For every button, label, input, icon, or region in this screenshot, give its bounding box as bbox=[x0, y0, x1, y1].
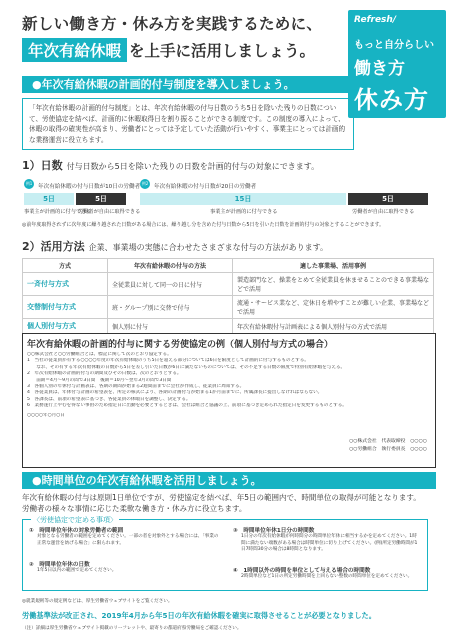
section1-title-bar: ●年次有給休暇の計画的付与制度を導入しましょう。 bbox=[22, 76, 350, 93]
days-desc: 付与日数から5日を除いた残りの日数を計画的付与の対象にできます。 bbox=[66, 162, 320, 171]
law-change-notice: 労働基準法が改正され、2019年4月から年5日の年次有給休暇を確実に取得させることが必要となりました。 bbox=[22, 611, 376, 620]
example2-label: 年次有給休暇の付与日数が20日の労働者 bbox=[154, 184, 257, 190]
agreement-line: ○○株式会社と○○労働組合とは、標記に関して次のとおり協定する。 bbox=[27, 352, 172, 357]
example1-caption-left: 事業主が計画的に付与できる bbox=[24, 209, 92, 215]
example2-free-bar: 5日 bbox=[348, 193, 428, 205]
headline-line1: 新しい働き方・休み方を実践するために、 bbox=[22, 15, 323, 33]
agreement-line: 前期＝4月～9月の間で3日間 後期＝10月～翌年3月の間で3日間 bbox=[27, 377, 172, 383]
section2-title-bar: ●時間単位の年次有給休暇を活用しましょう。 bbox=[22, 472, 436, 489]
logo-text-1: Refresh/ bbox=[354, 15, 397, 25]
refresh-logo bbox=[348, 10, 446, 118]
item-desc: 対象となる労働者の範囲を定めてください。一部の者を対象外とする場合には、「事業の正常な運営を妨げる場合」に限られます。 bbox=[37, 534, 219, 546]
agreement-line: 2 年次有給休暇の計画的付与の期間及びその日数は、次のとおりとする。 bbox=[27, 371, 182, 377]
footnote-2: （注）詳細は厚生労働省ウェブサイト掲載のリーフレットや、最寄りの都道府県労働局をご確認ください。 bbox=[22, 626, 242, 631]
hourly-intro: 年次有給休暇の付与は原則1日単位ですが、労使協定を結べば、年5日の範囲内で、時間単位の取得が可能となります。労働者の様々な事情に応じた柔軟な働き方・休み方に役立ちます。 bbox=[22, 493, 421, 513]
agreement-line: 1 当社の従業員が有する○○○○年度の年次有給休暇のうち5日を超える部分については6日を限度として計画的に付与するものとする。 bbox=[27, 358, 309, 364]
agreement-signature-2: ○○労働組合 執行委員長 ○○○○ bbox=[349, 447, 427, 452]
method-example: 製造部門など、操業をとめて全従業員を休ませることのできる事業場などで活用 bbox=[233, 273, 434, 296]
intro-box: 「年次有給休暇の計画的付与制度」とは、年次有給休暇の付与日数のうち5日を除いた残りの日数について、労使協定を結べば、計画的に休暇取得日を割り振ることができる制度です。この制度の導入によって、休暇の取得の確実性が高まり、労働者にとっては予定していた活動が行いやすく、事業主にとっては計画的な業務運営に役立ちます。 bbox=[22, 98, 354, 150]
item-desc: 1日分の年次有給休暇が何時間分の時間単位年休に相当するかを定めてください。1時間に満たない端数がある場合は時間単位に切り上げてください。(例)所定労働時間が1日7時間30分の場合は8時間となります。 bbox=[241, 534, 418, 552]
agreement-signature-1: ○○株式会社 代表取締役 ○○○○ bbox=[349, 439, 427, 444]
table-header: 年次有給休暇の付与の方法 bbox=[108, 259, 233, 273]
method-name: 個人別付与方式 bbox=[23, 319, 108, 334]
example1-free-bar: 5日 bbox=[76, 193, 126, 205]
example1-label: 年次有給休暇の付与日数が10日の労働者 bbox=[38, 184, 141, 190]
agreement-line: 5 各課長は、前項の希望表に基づき、各従業員の休暇日を調整し、決定する。 bbox=[27, 396, 191, 402]
method-way: 全従業員に対して同一の日に付与 bbox=[108, 273, 233, 296]
table-header-row bbox=[23, 259, 434, 273]
method-name: 交替制付与方式 bbox=[23, 296, 108, 319]
example2-caption-right: 労働者が自由に取得できる bbox=[352, 209, 415, 215]
agreement-date: ○○○○年○月○日 bbox=[27, 412, 65, 418]
item-title: ① 時間単位年休の対象労働者の範囲 bbox=[29, 528, 124, 534]
agreement-line: 6 業務遂行上やむを得ない事由のため指定日に出勤を必要とするときは、会社は組合と協議の上、前項に基づき定められた指定日を変更するものとする。 bbox=[27, 403, 347, 409]
headline-line2 bbox=[22, 38, 315, 62]
example2-planned-bar: 15日 bbox=[140, 193, 346, 205]
agreement-items-panel bbox=[22, 516, 428, 591]
example1-planned-bar: 5日 bbox=[24, 193, 74, 205]
logo-text-4: 休み方 bbox=[354, 86, 429, 114]
item-title: ③ 時間単位年休1日分の時間数 bbox=[233, 528, 315, 534]
logo-text-3: 働き方 bbox=[354, 59, 405, 79]
example2-badge: 例2 bbox=[140, 179, 150, 189]
agreement-line: 3 各個人別の年休付与計画表は、各期の期間が始まる2週間前までに会社が作成し、従業員に周知する。 bbox=[27, 384, 245, 390]
agreement-line: 4 各従業員は、年休付与計画の希望表を、所定の様式により、各期の計画付与が始まる1か月前までに、所属課長に提出しなければならない。 bbox=[27, 390, 323, 396]
agreement-example-box bbox=[22, 333, 436, 468]
example1-caption-right: 労働者が自由に取得できる bbox=[78, 209, 141, 215]
table-row bbox=[23, 273, 434, 296]
table-row bbox=[23, 296, 434, 319]
panel-title: 〈労使協定で定める事項〉 bbox=[33, 516, 117, 524]
method-example: 流通・サービス業など、定休日を増やすことが難しい企業、事業場などで活用 bbox=[233, 296, 434, 319]
method-name: 一斉付与方式 bbox=[23, 273, 108, 296]
days-heading bbox=[22, 157, 319, 173]
method-way: 班・グループ別に交替で付与 bbox=[108, 296, 233, 319]
methods-table bbox=[22, 258, 434, 334]
example1-badge: 例1 bbox=[24, 179, 34, 189]
agreement-title: 年次有給休暇の計画的付与に関する労使協定の例（個人別付与方式の場合） bbox=[27, 340, 334, 350]
method-example: 年次有給休暇付与計画表による個人別付与の方式で活用 bbox=[233, 319, 434, 334]
headline-rest: を上手に活用しましょう。 bbox=[129, 42, 316, 60]
method-title: 2）活用方法 bbox=[22, 240, 85, 253]
item-title: ② 時間単位年休の日数 bbox=[29, 562, 90, 568]
method-desc: 企業、事業場の実態に合わせたさまざまな付与の方法があります。 bbox=[88, 243, 329, 252]
table-row bbox=[23, 319, 434, 334]
item-title: ④ 1時間以外の時間を単位として与える場合の時間数 bbox=[233, 568, 371, 574]
item-desc: 1年5日以内の範囲で定めてください。 bbox=[37, 568, 117, 573]
method-heading bbox=[22, 238, 328, 254]
logo-text-2: もっと自分らしい bbox=[354, 40, 434, 51]
agreement-line: なお、その有する年次有給休暇の日数から5日を差し引いた日数が6日に満たないものについては、その不足する日数の限度で特別有給休暇を与える。 bbox=[27, 364, 346, 370]
carryover-note: ◎前年度取得されずに次年度に繰り越された日数がある場合には、繰り越し分を含めた付与日数から5日を引いた日数を計画的付与の対象とすることができます。 bbox=[22, 222, 385, 228]
table-header: 方式 bbox=[23, 259, 108, 273]
example2-caption-left: 事業主が計画的に付与できる bbox=[210, 209, 278, 215]
days-title: 1）日数 bbox=[22, 159, 63, 172]
item-desc: 2時間単位など1日の所定労働時間を上回らない整数の時間単位を定めてください。 bbox=[241, 574, 413, 579]
method-way: 個人別に付与 bbox=[108, 319, 233, 334]
highlight-box: 年次有給休暇 bbox=[22, 38, 127, 62]
footnote-1: ◎就業規則等の規定例などは、厚生労働省ウェブサイトをご覧ください。 bbox=[22, 599, 173, 604]
table-header: 適した事業場、活用事例 bbox=[233, 259, 434, 273]
